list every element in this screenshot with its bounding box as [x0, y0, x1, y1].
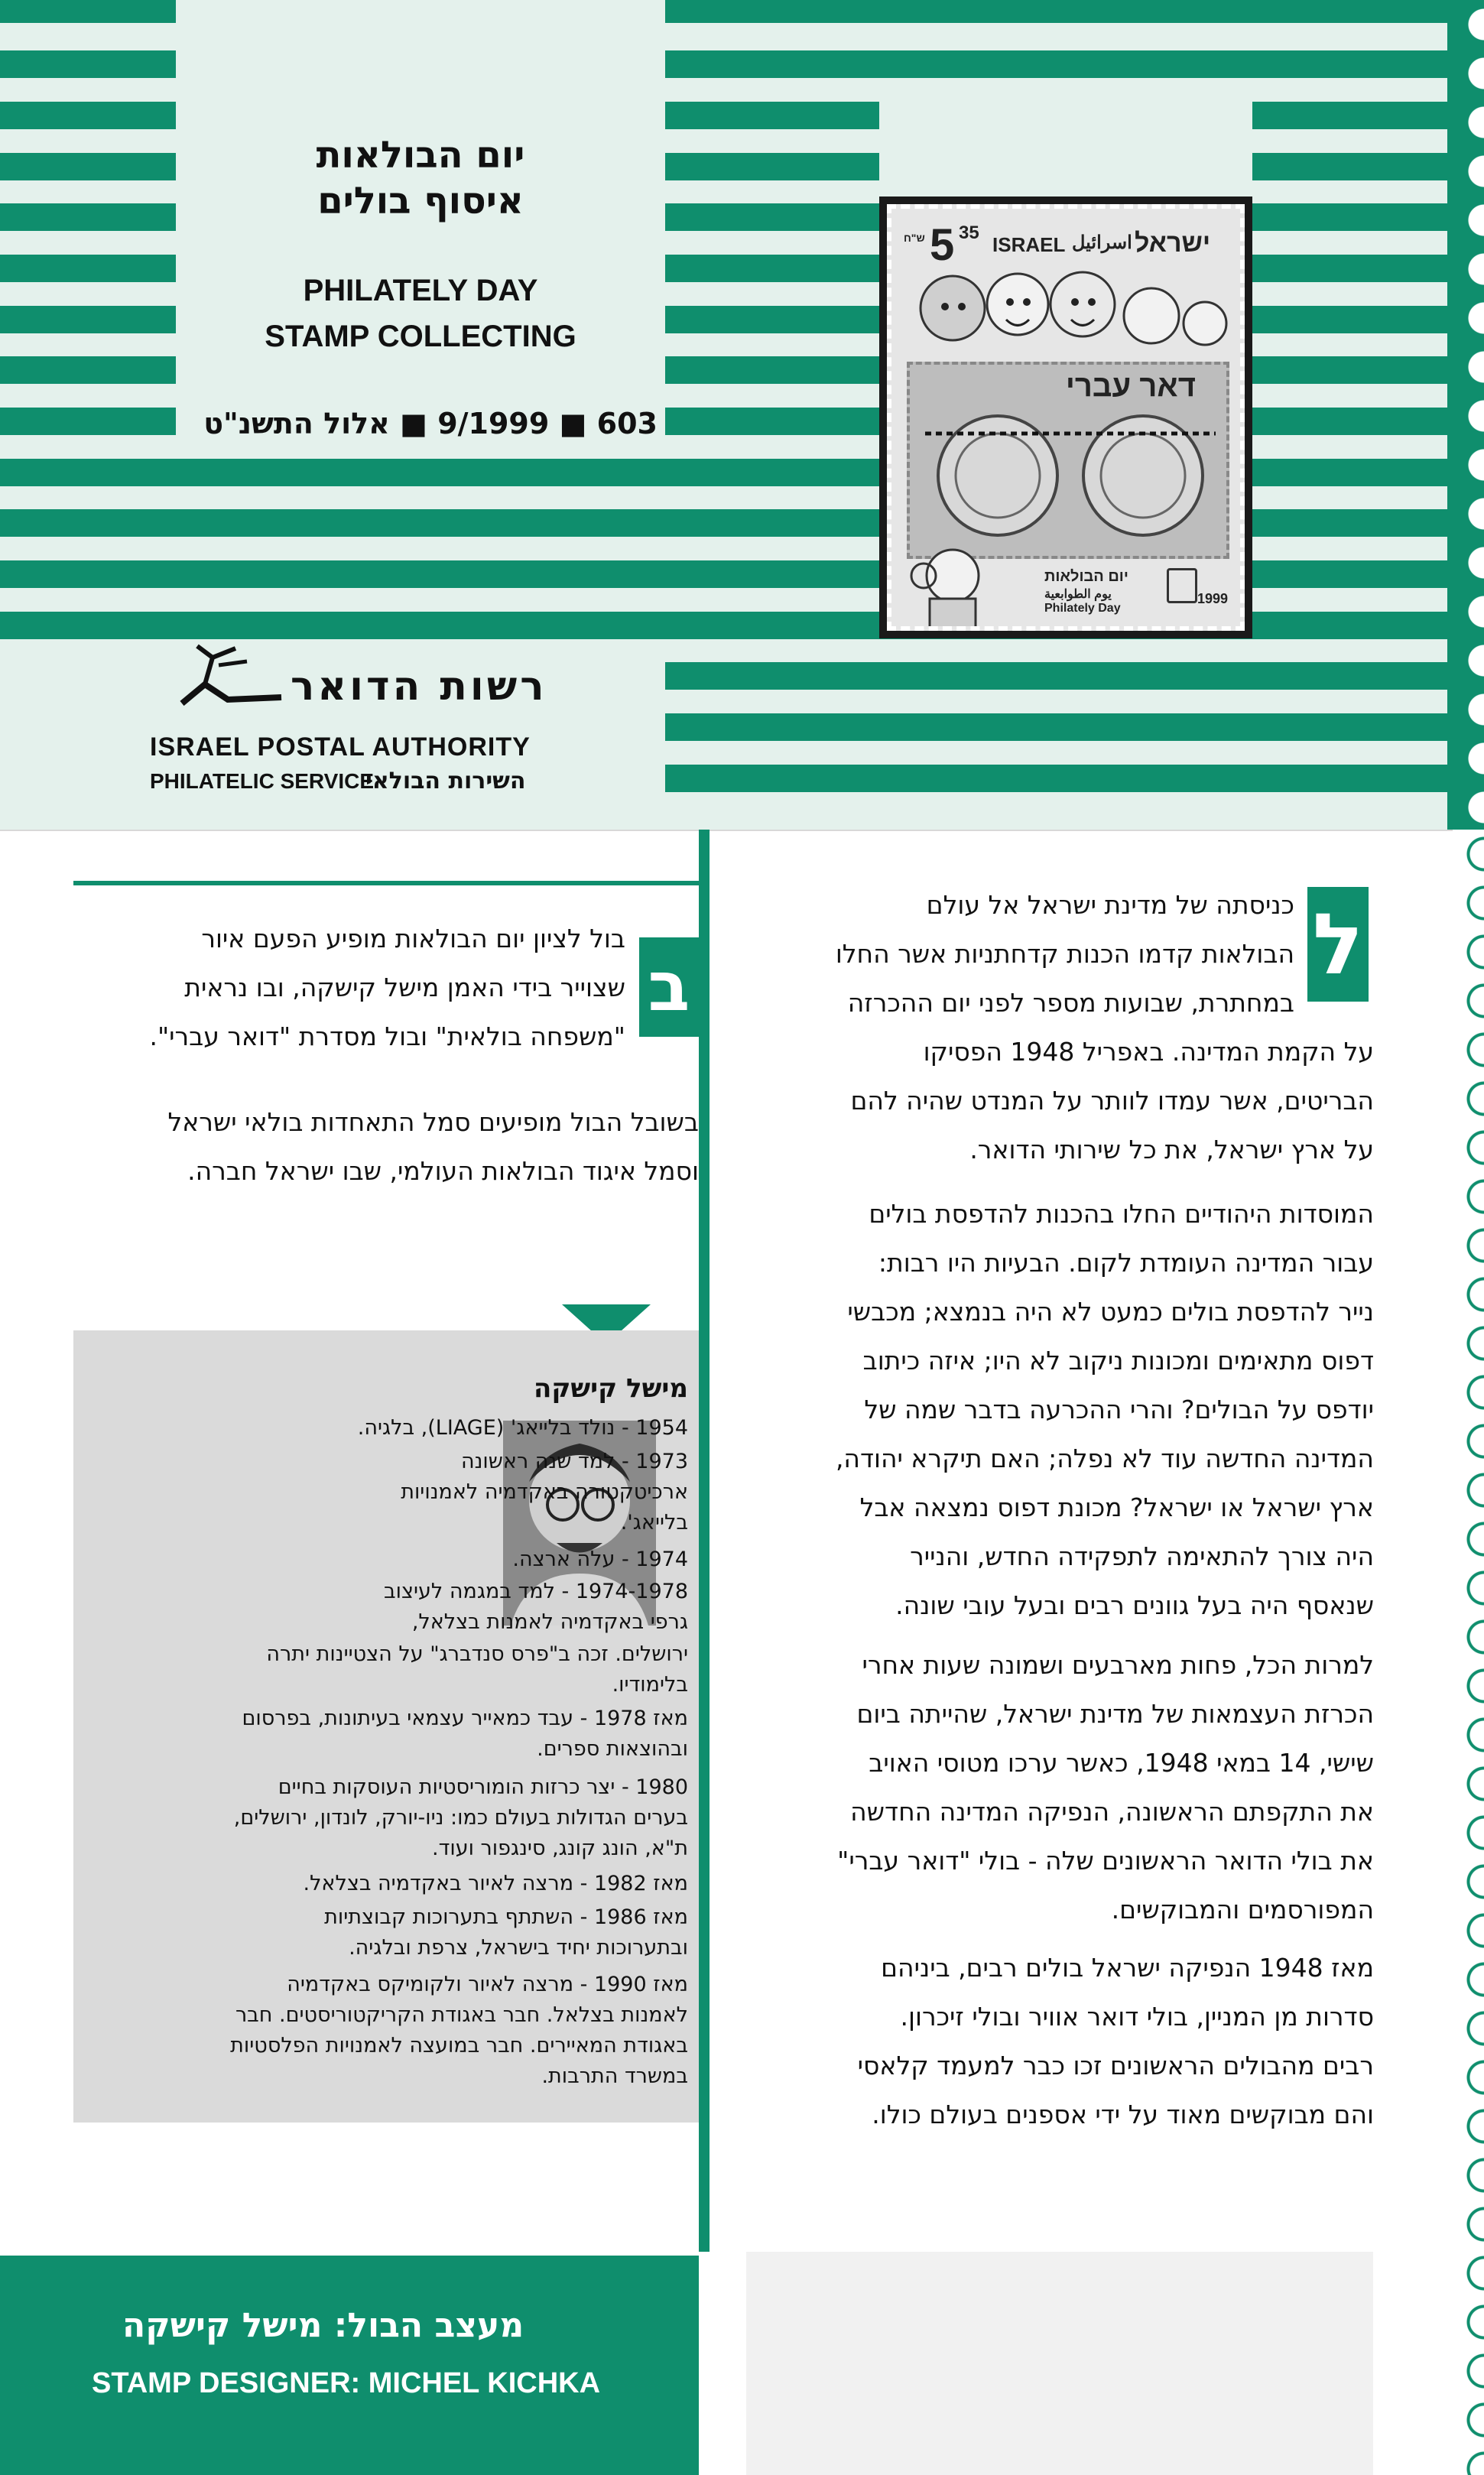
column-rule: [699, 830, 710, 2252]
stamp-headline: דאר עברי: [1065, 369, 1196, 403]
bio-line: מאז 1982 - מרצה לאיור באקדמיה בצלאל.: [303, 1872, 688, 1895]
stamp-currency: ש"ח: [904, 232, 925, 244]
stamp-caption-en: Philately Day: [1044, 602, 1121, 615]
right-para-3: למרות הכל, פחות מארבעים ושמונה שעות אחרי הכרזת העצמאות של מדינת ישראל, שהייתה ביום שישי, 14 במאי 1948, כאשר ערכו מטוסי האויב את התקפתם הראשונה, הנפיקה המדינה החדשה את בולי הדואר הראשונים שלה - בולי "דואר עברי" המפורסמים והמבוקשים.: [837, 1650, 1374, 1924]
stripe: [665, 153, 879, 180]
right-para-4: מאז 1948 הנפיקה ישראל בולים רבים, ביניהם סדרות מן המניין, בולי דואר אוויר ובולי זיכרון. רבים מהבולים הראשונים זכו כבר למעמד קלאסי והם מבוקשים מאוד על ידי אספנים בעולם כולו.: [857, 1953, 1374, 2129]
left-para-1: בול לציון יום הבולאות מופיע הפעם איור שצוייר בידי האמן מישל קישקה, ובו נראית "משפחה בולאית" ובול מסדרת "דואר עברי".: [149, 924, 625, 1051]
authority-service-he: השירות הבולאי: [365, 768, 526, 794]
stamp-caption-ar: يوم الطوابعية: [1044, 588, 1112, 601]
bio-line: ירושלים. זכה ב"פרס סנדברג" על הצטיינות יתרה: [266, 1642, 688, 1666]
bio-line: 1974-1978 - למד במגמה לעיצוב: [384, 1580, 688, 1603]
issue-line: 603 ■ 9/1999 ■ אלול התשנ"ט: [203, 407, 658, 440]
bio-line: במשרד התרבות.: [541, 2064, 688, 2088]
stamp-country-he: ישראל: [1135, 229, 1211, 258]
authority-name-he: רשות הדואר: [291, 664, 547, 710]
stamp-denomination-fraction: 35: [959, 222, 979, 243]
stripe: [665, 356, 879, 384]
stripe: [1252, 509, 1453, 537]
left-para-2: בשובל הבול מופיעים סמל התאחדות בולאי ישראל וסמל איגוד הבולאות העולמי, שבו ישראל חברה.: [167, 1107, 699, 1186]
right-para-1a: כניסתה של מדינת ישראל אל עולם הבולאות קדמו הכנות קדחתניות אשר החלו במחתרת, שבועות מספר לפני יום ההכרזה: [835, 890, 1294, 1018]
title-he-1: יום הבולאות: [316, 134, 525, 177]
title-en-2: STAMP COLLECTING: [265, 320, 576, 353]
bio-line: 1973 - למד שנה ראשונה: [460, 1450, 688, 1473]
girl-illustration: [907, 545, 999, 629]
stripe: [0, 509, 665, 537]
stripe: [0, 356, 176, 384]
stripe: [0, 153, 176, 180]
stripe: [0, 306, 176, 333]
cover-section: [0, 0, 1484, 830]
stripe: [0, 203, 176, 231]
stripe: [1252, 560, 1453, 588]
stripe: [1252, 203, 1453, 231]
coins-illustration: [925, 411, 1216, 541]
bio-line: 1980 - יצר כרזות הומוריסטיות העוסקות בחיים: [278, 1775, 688, 1799]
fold-line: [0, 830, 1453, 831]
perforated-edge: [1449, 830, 1484, 2475]
right-dropcap: ל: [1307, 887, 1369, 1002]
bio-line: באגודת המאיירים. חבר במועצה לאמנויות הפלסטיות: [230, 2034, 688, 2058]
stripe: [665, 459, 879, 486]
stripe: [0, 408, 176, 435]
stripe: [665, 255, 879, 282]
stripe: [665, 560, 879, 588]
bio-line: בלייאג'.: [620, 1511, 688, 1535]
stripe: [665, 509, 879, 537]
divider-line: [73, 881, 699, 885]
bio-line: ארכיטקטורה באקדמיה לאמנויות: [401, 1480, 688, 1504]
stripe: [1252, 408, 1453, 435]
designer-label-en: STAMP DESIGNER: MICHEL KICHKA: [92, 2367, 601, 2399]
stripe: [0, 560, 665, 588]
stripe: [0, 102, 176, 129]
stamp-caption-he: יום הבולאות: [1044, 568, 1128, 585]
bio-line: לאמנות בצלאל. חבר באגודת הקריקטוריסטים. חבר: [235, 2003, 688, 2027]
postal-authority-deer-icon: [174, 642, 289, 711]
stripe: [665, 0, 1453, 23]
authority-name-en: ISRAEL POSTAL AUTHORITY: [150, 732, 531, 762]
stripe: [665, 306, 879, 333]
bio-line: מאז 1986 - השתתף בתערוכות קבוצתיות: [324, 1905, 688, 1929]
designer-label-he: מעצב הבול: מישל קישקה: [122, 2306, 524, 2345]
bio-line: מאז 1978 - עבד כמאייר עצמאי בעיתונות, בפרסום: [242, 1707, 688, 1730]
title-he-2: איסוף בולים: [317, 180, 524, 222]
right-para-2: המוסדות היהודיים החלו בהכנות להדפסת בולים עבור המדינה העומדת לקום. הבעיות היו רבות: נייר להדפסת בולים כמעט לא היה בנמצא; מכבשי דפוס מתאימים ומכונות ניקוב לא היו; איזה כיתוב יודפס על הבולים? והרי ההכרעה בדבר שמה של המדינה החדשה עוד לא נפלה; האם תיקרא יהודה, ארץ ישראל או ישראל? מכונת דפוס נמצאה אבל היה צורך להתאימה לתפקידה החדש, והנייר שנאסף היה בעל גוונים רבים ובעל עובי שונה.: [835, 1199, 1374, 1620]
bio-line: גרפי באקדמיה לאמנות בצלאל,: [411, 1610, 688, 1634]
stripe: [0, 255, 176, 282]
right-para-1b: על הקמת המדינה. באפריל 1948 הפסיקו הבריטים, אשר עמדו לוותר על המנדט שהיה להם על ארץ ישראל, את כל שירותי הדואר.: [850, 1037, 1374, 1164]
stripe: [0, 0, 176, 23]
bio-line: מאז 1990 - מרצה לאיור ולקומיקס באקדמיה: [287, 1973, 688, 1996]
stripe: [665, 713, 1453, 741]
stripe: [0, 459, 665, 486]
inner-stamp: [907, 362, 1229, 559]
designer-footer: [0, 2256, 699, 2475]
stamp-image: [887, 204, 1245, 631]
stripe: [665, 765, 1453, 792]
stripe: [1252, 255, 1453, 282]
stamp-denomination: 5: [930, 220, 955, 270]
stripe: [665, 102, 879, 129]
federation-emblem-icon: [1167, 568, 1197, 603]
bio-line: בערים הגדולות בעולם כמו: ניו-יורק, לונדון, ירושלים,: [233, 1806, 688, 1830]
bio-line: 1974 - עלה ארצה.: [512, 1548, 688, 1571]
bio-line: בלימודיו.: [612, 1673, 688, 1697]
title-en-1: PHILATELY DAY: [303, 274, 538, 307]
stripe: [665, 662, 1453, 690]
kids-illustration: [899, 262, 1236, 362]
title-box: [176, 92, 665, 451]
stripe: [0, 50, 176, 78]
stamp-year: 1999: [1197, 591, 1229, 606]
stripe: [1252, 459, 1453, 486]
bio-line: ובהוצאות ספרים.: [537, 1737, 688, 1761]
stripe: [1252, 153, 1453, 180]
authority-service-en: PHILATELIC SERVICE: [150, 769, 375, 793]
left-dropcap: ב: [639, 937, 699, 1037]
bio-line: 1954 - נולד בלייאג' (LIAGE), בלגיה.: [357, 1416, 688, 1440]
stamp-frame: [879, 197, 1252, 638]
bio-box: [73, 1330, 699, 2123]
stamp-country-ar: اسرائيل: [1072, 232, 1132, 253]
stripe: [0, 612, 665, 639]
stripe: [1252, 306, 1453, 333]
stripe: [665, 50, 1453, 78]
bio-name: מישל קישקה: [533, 1373, 688, 1404]
blank-panel: [746, 2252, 1373, 2475]
stripe: [1252, 102, 1453, 129]
bio-line: ת"א, הונג קונג, סינגפור ועוד.: [432, 1837, 688, 1860]
stripe: [665, 408, 879, 435]
stripe: [1252, 356, 1453, 384]
perforated-edge: [1447, 0, 1484, 830]
stripe: [665, 203, 879, 231]
bio-line: ובתערוכות יחיד בישראל, צרפת ובלגיה.: [349, 1936, 688, 1960]
stamp-country-en: ISRAEL: [992, 233, 1066, 256]
